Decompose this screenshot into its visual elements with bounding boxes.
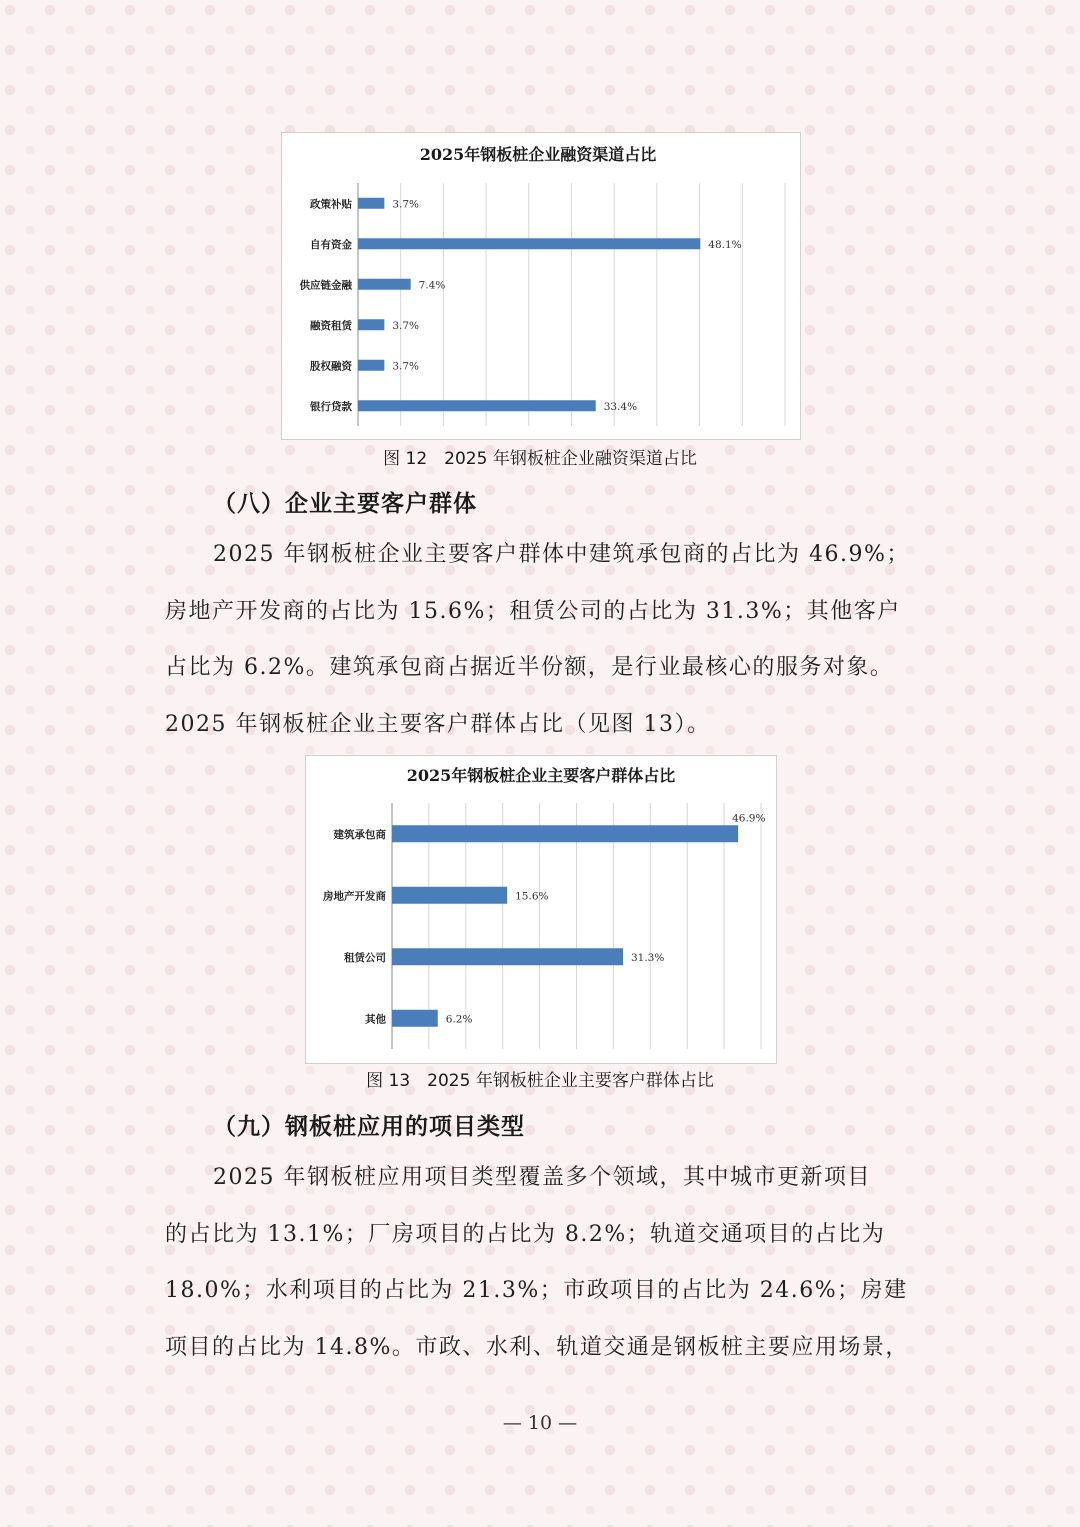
figure-12-chart-title: 2025年钢板桩企业融资渠道占比 [419,145,657,164]
figure-12-bar [358,360,384,371]
section-8-heading: （八）企业主要客户群体 [213,491,477,517]
figure-13-chart [305,755,777,1064]
figure-13-value-label: 15.6% [515,890,549,903]
paragraph-line: 项目的占比为 14.8%。市政、水利、轨道交通是钢板桩主要应用场景， [165,1334,909,1360]
figure-13-bar [392,887,507,904]
figure-12-chart [281,132,801,440]
figure-12-value-label: 3.7% [392,198,420,211]
figure-13-svg [306,756,776,1063]
paragraph-line: 2025 年钢板桩应用项目类型覆盖多个领域，其中城市更新项目 [213,1165,871,1190]
page-number: — 10 — [502,1412,578,1434]
figure-12-bar [358,238,700,249]
figure-12-bar [358,198,384,209]
figure-12-caption: 图 12 2025 年钢板桩企业融资渠道占比 [383,449,697,469]
figure-13-category-label: 其他 [365,1013,386,1026]
figure-13-category-label: 租赁公司 [344,951,386,964]
figure-13-category-label: 房地产开发商 [323,890,386,903]
figure-13-bar [392,1010,438,1027]
paragraph-line: 2025 年钢板桩企业主要客户群体占比（见图 13）。 [165,711,711,737]
figure-12-bar [358,400,596,411]
figure-13-value-label: 46.9% [732,812,766,825]
figure-13-bar [392,825,738,842]
section-9-heading: （九）钢板桩应用的项目类型 [213,1114,525,1140]
figure-13-caption: 图 13 2025 年钢板桩企业主要客户群体占比 [366,1071,714,1091]
figure-13-value-label: 31.3% [630,951,665,964]
section-9-paragraph [165,1150,925,1376]
figure-13-value-label: 6.2% [445,1013,473,1026]
figure-13-category-label: 建筑承包商 [333,828,386,841]
paragraph-line: 占比为 6.2%。建筑承包商占据近半份额，是行业最核心的服务对象。 [165,655,894,680]
paragraph-line: 2025 年钢板桩企业主要客户群体中建筑承包商的占比为 46.9%； [213,542,910,567]
figure-12-category-label: 供应链金融 [299,279,352,292]
figure-12-value-label: 3.7% [392,319,420,332]
section-8-paragraph [165,527,925,753]
figure-12-value-label: 33.4% [603,400,638,413]
figure-12-value-label: 7.4% [418,279,446,292]
figure-12-category-label: 银行贷款 [310,400,352,413]
figure-12-bar [358,279,411,290]
paragraph-line: 房地产开发商的占比为 15.6%；租赁公司的占比为 31.3%；其他客户 [165,598,901,624]
paragraph-line: 18.0%；水利项目的占比为 21.3%；市政项目的占比为 24.6%；房建 [165,1278,908,1303]
figure-12-value-label: 3.7% [392,360,420,373]
figure-13-chart-title: 2025年钢板桩企业主要客户群体占比 [406,766,676,785]
figure-12-category-label: 自有资金 [310,238,352,251]
paragraph-line: 的占比为 13.1%；厂房项目的占比为 8.2%；轨道交通项目的占比为 [165,1221,886,1247]
figure-12-category-label: 融资租赁 [310,319,352,332]
figure-12-bar [358,319,384,330]
figure-12-category-label: 股权融资 [310,360,352,373]
figure-12-value-label: 48.1% [708,238,742,251]
figure-12-svg [282,133,800,439]
figure-12-category-label: 政策补贴 [310,198,352,211]
figure-13-bar [392,948,623,965]
